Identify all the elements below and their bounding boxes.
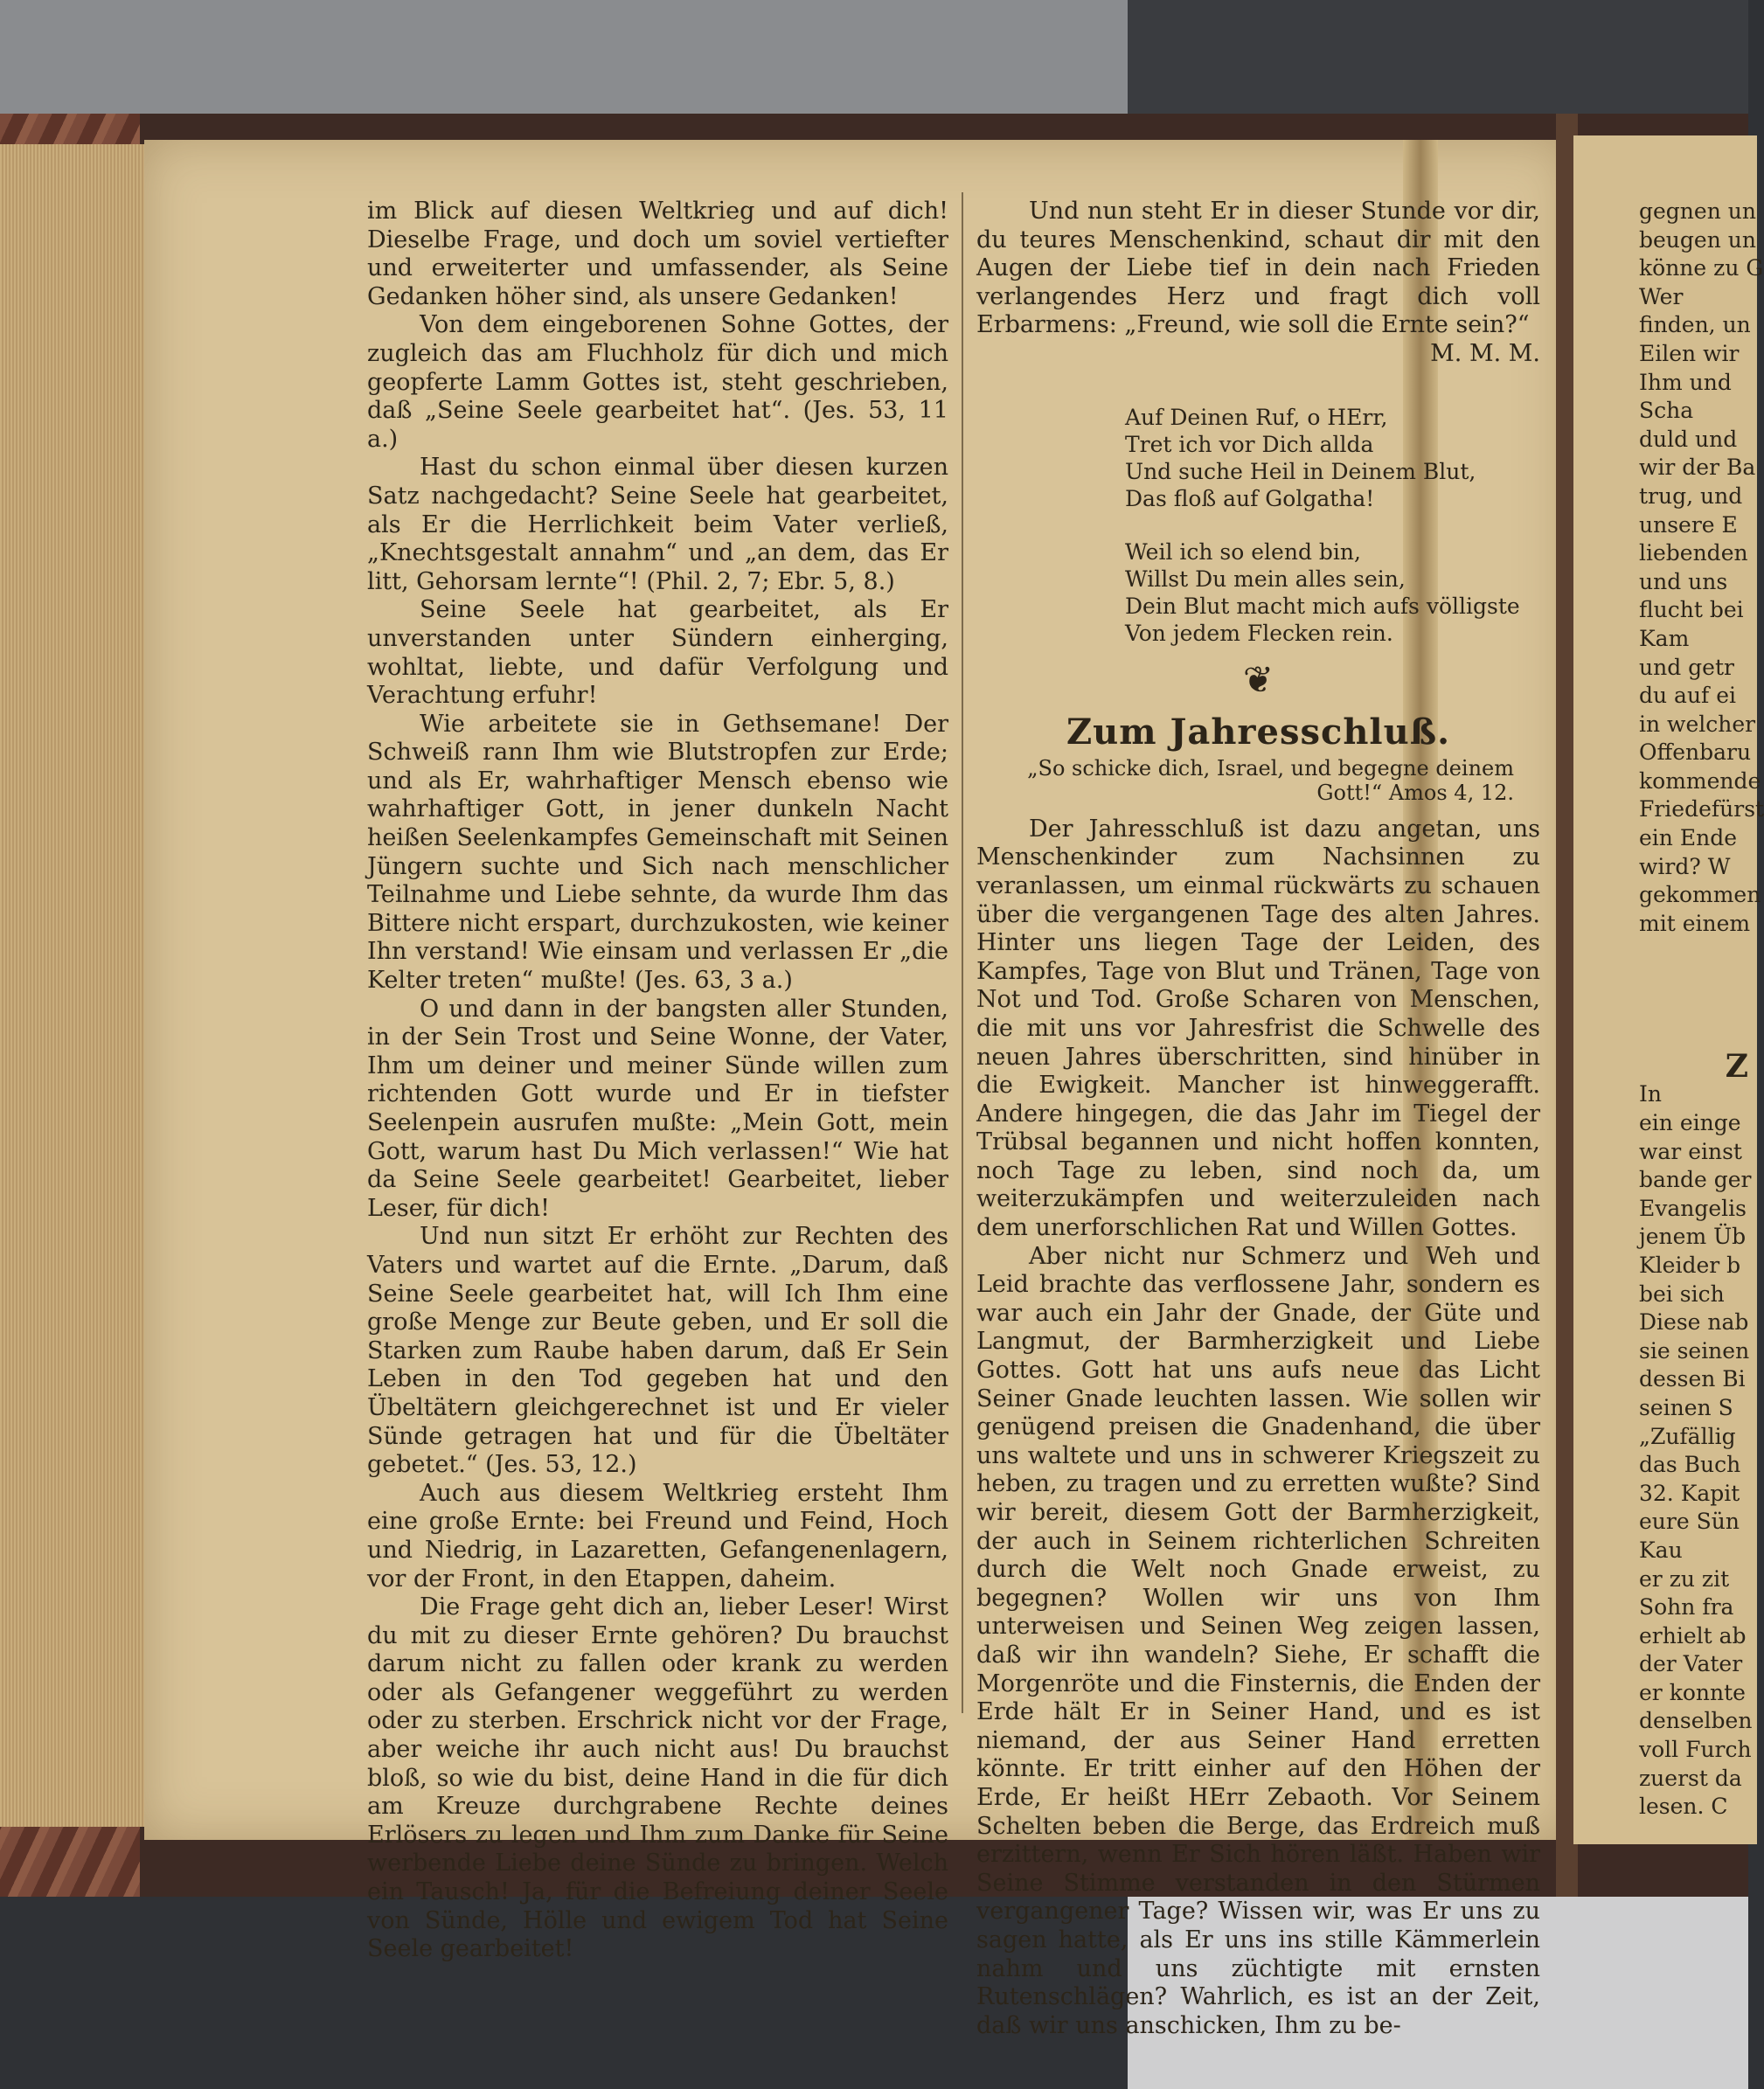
right-page-line: bande ger <box>1639 1167 1752 1193</box>
right-page-line: Ihm und <box>1639 369 1732 395</box>
right-page-line: flucht bei <box>1639 597 1744 623</box>
right-page-line: kommende <box>1639 767 1761 794</box>
right-page-line: Kam <box>1639 625 1690 651</box>
section-heading: Zum Jahresschluß. <box>1066 711 1451 753</box>
poem-line: Und suche Heil in Deinem Blut, <box>1125 458 1476 484</box>
poem-line: Auf Deinen Ruf, o HErr, <box>1125 404 1388 430</box>
right-page-line: das Buch <box>1639 1452 1741 1478</box>
paragraph: Die Frage geht dich an, lieber Leser! Wirst du mit zu dieser Ernte gehören? Du brauchst darum nicht zu fallen oder krank zu werden oder als Gefangener weggeführt zu werden oder zu sterben. Erschrick nicht vor der Frage, aber weiche ihr auch nicht aus! Du brauchst bloß, so wie du bist, deine Hand in die für dich am Kreuze durchgrabene Rechte deines Erlösers zu legen und Ihm zum Danke für Seine werbende Liebe deine Sünde zu bringen. Welch ein Tausch! Ja, für die Befreiung deiner Seele von Sünde, Hölle und ewigem Tod hat Seine Seele gearbeitet! <box>367 1593 948 1963</box>
paragraph: Und nun steht Er in dieser Stunde vor dir, du teures Menschenkind, schaut dir mit den Augen der Liebe tief in dein nach Frieden verlangendes Herz und fragt dich voll Erbarmens: „Freund, wie soll die Ernte sein?“ <box>976 198 1540 339</box>
right-page-line: seinen S <box>1639 1394 1733 1420</box>
right-page-line: bei sich <box>1639 1280 1725 1307</box>
right-page-line: zuerst da <box>1639 1765 1742 1791</box>
right-page-line: und getr <box>1639 654 1734 680</box>
paragraph: Aber nicht nur Schmerz und Weh und Leid brachte das verflossene Jahr, sondern es war auch ein Jahr der Gnade, der Güte und Langmut, der Barmherzigkeit und Liebe Gottes. Gott hat uns aufs neue das Licht Seiner Gnade leuchten lassen. Wie sollen wir genügend preisen die Gnadenhand, die über uns waltete und uns in schwerer Kriegszeit zu heben, zu tragen und zu erretten wußte? Sind wir bereit, diesem Gott der Barmherzigkeit, der auch in Seinem richterlichen Schreiten durch die Welt noch Gnade erweist, zu begegnen? Wollen wir uns von Ihm unterweisen und Seinen Weg zeigen lassen, daß wir ihn wandeln? Siehe, Er schafft die Morgenröte und die Finsternis, die Enden der Erde hält Er in Seiner Hand, und es ist niemand, der aus Seiner Hand erretten könnte. Er tritt einher auf den Höhen der Erde, Er heißt HErr Zebaoth. Vor Seinem Schelten beben die Berge, das Erdreich muß erzittern, wenn Er Sich hören läßt. Haben wir Seine Stimme verstanden in den Stürmen vergangener Tage? Wissen wir, was Er uns zu sagen hatte, als Er uns ins stille Kämmerlein nahm und uns züchtigte mit ernsten Rutenschlägen? Wahrlich, es ist an der Zeit, daß wir uns anschicken, Ihm zu be- <box>976 1242 1540 2039</box>
right-page-line: „Zufällig <box>1639 1423 1736 1449</box>
right-page-line: In <box>1639 1081 1662 1107</box>
right-page-line <box>1639 996 1748 1024</box>
right-page-line: er zu zit <box>1639 1565 1730 1592</box>
poem-line: Tret ich vor Dich allda <box>1125 431 1374 457</box>
poem <box>1125 404 1540 647</box>
paragraph: im Blick auf diesen Weltkrieg und auf dich! Dieselbe Frage, und doch um soviel vertiefter und erweiterter und umfassender, als Seine Gedanken höher sind, als unsere Gedanken! <box>367 198 948 310</box>
right-page-line <box>1639 938 1748 967</box>
column-rule <box>962 192 963 1713</box>
paragraph: Von dem eingeborenen Sohne Gottes, der zugleich das am Fluchholz für dich und mich geopferte Lamm Gottes ist, steht geschrieben, daß „Seine Seele gearbeitet hat“. (Jes. 53, 11 a.) <box>367 311 948 453</box>
right-page-line: Offenbaru <box>1639 739 1752 766</box>
right-page-line <box>1639 967 1748 996</box>
page-edges <box>0 144 153 1827</box>
right-page-line: eure Sün <box>1639 1509 1740 1535</box>
paragraph: Wie arbeitete sie in Gethsemane! Der Schweiß rann Ihm wie Blutstropfen zur Erde; und als Er, wahrhaftiger Mensch ebenso wie wahrhaftiger Gott, in jener dunkeln Nacht heißen Seelenkampfes Gemeinschaft mit Seinen Jüngern suchte und Sich nach menschlicher Teilnahme und Liebe sehnte, da wurde Ihm das Bittere nicht erspart, durchzukosten, wie keiner Ihn verstand! Wie einsam und verlassen Er „die Kelter treten“ mußte! (Jes. 63, 3 a.) <box>367 710 948 995</box>
right-page-line: voll Furch <box>1639 1737 1752 1763</box>
right-page-line: Sohn fra <box>1639 1594 1734 1621</box>
paragraph: O und dann in der bangsten aller Stunden, in der Sein Trost und Seine Wonne, der Vater, Ihm um deiner und meiner Sünde willen zum richtenden Gott wurde und Er in tiefster Seelenpein ausrufen mußte: „Mein Gott, mein Gott, warum hast Du Mich verlassen!“ Wie hat da Seine Seele gearbeitet! Gearbeitet, lieber Leser, für dich! <box>367 995 948 1222</box>
right-page-line: mit einem <box>1639 910 1751 936</box>
poem-line: Willst Du mein alles sein, <box>1125 566 1406 592</box>
middle-text-column <box>976 198 1540 2040</box>
right-page-line: Friedefürst <box>1639 796 1764 822</box>
right-page-line: 32. Kapit <box>1639 1480 1740 1506</box>
right-page-line: Wer <box>1639 283 1684 309</box>
right-page-line: duld und <box>1639 426 1738 452</box>
right-page-line: könne zu G <box>1639 255 1764 281</box>
right-page-line: unsere E <box>1639 511 1738 538</box>
poem-line: Das floß auf Golgatha! <box>1125 485 1375 511</box>
paragraph: Und nun sitzt Er erhöht zur Rechten des Vaters und wartet auf die Ernte. „Darum, daß Seine Seele gearbeitet hat, will Ich Ihm eine große Menge zur Beute geben, und Er soll die Starken zum Raube haben darum, daß Er Sein Leben in den Tod gegeben hat und den Übeltätern gleichgerechnet ist und Er vieler Sünde getragen hat und für die Übeltäter gebetet.“ (Jes. 53, 12.) <box>367 1223 948 1479</box>
right-page-line: lesen. C <box>1639 1794 1728 1820</box>
motto-reference: Amos 4, 12. <box>1388 780 1514 805</box>
right-page-line: du auf ei <box>1639 683 1737 709</box>
right-page-line: trug, und <box>1639 482 1743 509</box>
ornament-icon: ❦ <box>1242 657 1274 701</box>
right-page-line: erhielt ab <box>1639 1622 1747 1648</box>
right-page-line: der Vater <box>1639 1651 1743 1677</box>
left-text-column <box>367 198 948 1964</box>
poem-line: Weil ich so elend bin, <box>1125 538 1361 565</box>
signature: M. M. M. <box>1430 339 1540 367</box>
paragraph: Seine Seele hat gearbeitet, als Er unverstanden unter Sündern einherging, wohltat, liebte, und dafür Verfolgung und Verachtung erfuhr! <box>367 596 948 710</box>
background-top <box>0 0 1128 114</box>
paragraph: Der Jahresschluß ist dazu angetan, uns Menschenkinder zum Nachsinnen zu veranlassen, um einmal rückwärts zu schauen über die vergangenen Tage des alten Jahres. Hinter uns liegen Tage der Leiden, des Kampfes, Tage von Blut und Tränen, Tage von Not und Tod. Große Scharen von Menschen, die mit uns vor Jahresfrist die Schwelle des neuen Jahres überschritten, sind hinüber in die Ewigkeit. Mancher ist hinweggerafft. Andere hingegen, die das Jahr im Tiegel der Trübsal begannen und nicht hoffen konnten, noch Tage zu leben, sind noch da, um weiterzukämpfen und weiterzuleiden nach dem unerforschlichen Rat und Willen Gottes. <box>976 815 1540 1242</box>
right-page-line: ein Ende <box>1639 825 1737 851</box>
motto <box>976 756 1514 805</box>
right-page-line: wird? W <box>1639 853 1731 879</box>
right-page-line: Kau <box>1639 1537 1683 1563</box>
right-page-line: liebenden <box>1639 540 1748 566</box>
right-page-line: in welcher <box>1639 711 1756 737</box>
right-page-line: wir der Ba <box>1639 455 1756 481</box>
right-page-text <box>1639 198 1764 1822</box>
right-page-line: Z <box>1725 1047 1748 1085</box>
right-page-line: dessen Bi <box>1639 1366 1746 1392</box>
right-page-line: beugen un <box>1639 226 1756 253</box>
motto-quote: „So schicke dich, Israel, und begegne deinem Gott!“ <box>1027 755 1514 805</box>
right-page-line: finden, un <box>1639 312 1751 338</box>
poem-line: Von jedem Flecken rein. <box>1125 620 1393 646</box>
right-page-line: Scha <box>1639 398 1694 424</box>
right-page-line: gegnen un <box>1639 198 1756 224</box>
poem-line: Dein Blut macht mich aufs völligste <box>1125 593 1520 619</box>
right-page-line: Kleider b <box>1639 1252 1741 1278</box>
right-page-line: jenem Üb <box>1639 1224 1747 1250</box>
right-page-line: Evangelis <box>1639 1195 1747 1221</box>
right-page-line: gekommen <box>1639 882 1761 908</box>
right-page-line: denselben <box>1639 1708 1753 1734</box>
paragraph: Auch aus diesem Weltkrieg ersteht Ihm eine große Ernte: bei Freund und Feind, Hoch und Niedrig, in Lazaretten, Gefangenenlagern, vor der Front, in den Etappen, daheim. <box>367 1479 948 1593</box>
right-page-line: sie seinen <box>1639 1337 1750 1364</box>
right-page-line: und uns <box>1639 568 1728 594</box>
right-page-line: Diese nab <box>1639 1309 1749 1336</box>
right-page-line: ein einge <box>1639 1110 1741 1135</box>
right-page-line: war einst <box>1639 1138 1742 1164</box>
paragraph: Hast du schon einmal über diesen kurzen Satz nachgedacht? Seine Seele hat gearbeitet, als Er die Herrlichkeit beim Vater verließ, „Knechtsgestalt annahm“ und „an dem, das Er litt, Gehorsam lernte“! (Phil. 2, 7; Ebr. 5, 8.) <box>367 454 948 595</box>
right-page-line: Eilen wir <box>1639 340 1740 366</box>
right-page-line: er konnte <box>1639 1679 1746 1705</box>
